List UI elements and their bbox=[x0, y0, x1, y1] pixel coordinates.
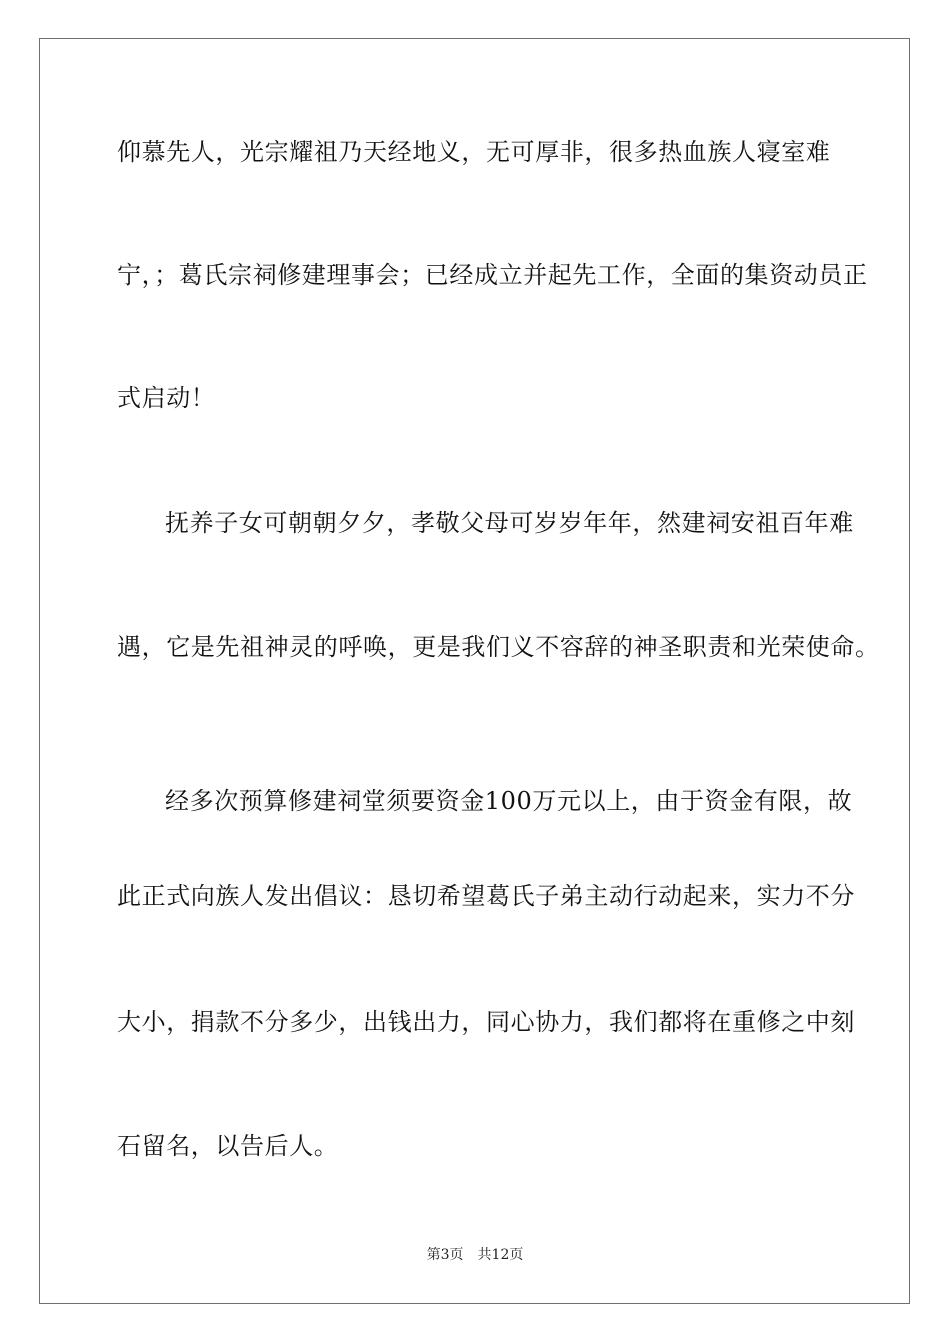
paragraph-line: 石留名，以告后人。 bbox=[117, 1132, 339, 1160]
page-border bbox=[39, 38, 910, 1304]
paragraph-line: 抚养子女可朝朝夕夕，孝敬父母可岁岁年年，然建祠安祖百年难 bbox=[165, 509, 854, 537]
paragraph-line: 仰慕先人，光宗耀祖乃天经地义，无可厚非，很多热血族人寝室难 bbox=[117, 138, 831, 166]
paragraph-line: 式启动！ bbox=[117, 384, 216, 412]
paragraph-line: 宁，；葛氏宗祠修建理事会；已经成立并起先工作，全面的集资动员正 bbox=[117, 261, 868, 289]
paragraph-line: 此正式向族人发出倡议：恳切希望葛氏子弟主动行动起来，实力不分 bbox=[117, 882, 855, 910]
paragraph-line: 经多次预算修建祠堂须要资金100万元以上，由于资金有限，故 bbox=[165, 787, 853, 815]
page-number-footer: 第3页 共12页 bbox=[426, 1247, 524, 1263]
paragraph-line: 遇，它是先祖神灵的呼唤，更是我们义不容辞的神圣职责和光荣使命。 bbox=[117, 633, 880, 661]
paragraph-line: 大小，捐款不分多少，出钱出力，同心协力，我们都将在重修之中刻 bbox=[117, 1008, 855, 1036]
